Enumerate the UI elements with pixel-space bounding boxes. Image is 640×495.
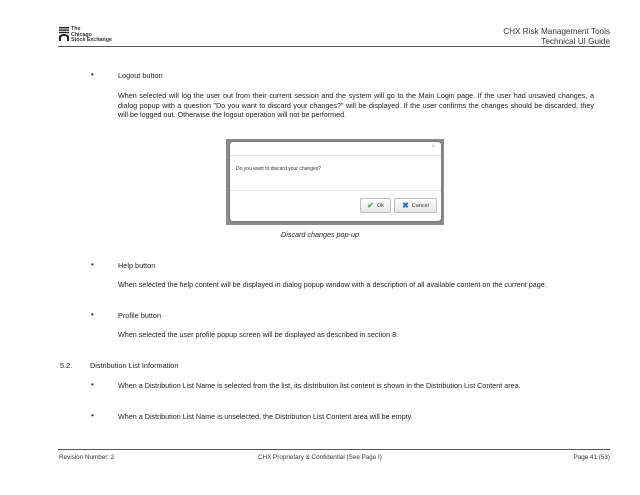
- footer-divider: [58, 449, 610, 450]
- dialog-divider: [230, 155, 441, 156]
- dialog-divider: [230, 190, 441, 191]
- logo-text: The Chicago Stock Exchange: [71, 26, 112, 43]
- ok-button[interactable]: ✔ Ok: [360, 198, 391, 213]
- discard-dialog: [230, 142, 441, 221]
- cancel-button[interactable]: ✖ Cancel: [394, 198, 437, 213]
- page-number: Page 41 (53): [573, 454, 610, 461]
- profile-title: Profile button: [118, 311, 161, 320]
- section-title: Distribution List Information: [90, 361, 179, 370]
- logout-title: Logout button: [118, 71, 163, 80]
- header-title: CHX Risk Management Tools Technical UI Guide: [503, 27, 610, 46]
- bullet-distribution-1: •: [91, 380, 94, 389]
- checkmark-icon: ✔: [367, 201, 374, 210]
- help-title: Help button: [118, 261, 156, 270]
- revision-number: Revision Number: 2: [59, 454, 115, 461]
- profile-description: When selected the user profile popup screen will be displayed as described in section 8.: [118, 330, 399, 339]
- help-description: When selected the help content will be displayed in dialog popup window with a description of all available content on the current page.: [118, 280, 547, 289]
- bullet-logout: •: [91, 70, 94, 79]
- section-number: 5.2.: [60, 361, 73, 370]
- bullet-profile: •: [91, 310, 94, 319]
- logout-description: When selected will log the user out from their current session and the system will go to the Main Login page. If the user had unsaved changes, a dialog popup with a question "Do you want to discard your changes?" will be displayed. If the user confirms the changes should be discarded, they will be logged out. Otherwise the logout operation will not be performed.: [118, 91, 594, 120]
- x-icon: ✖: [402, 201, 409, 210]
- chx-logo-icon: [59, 27, 69, 41]
- confidential-notice: CHX Proprietary & Confidential (See Page I): [258, 454, 382, 461]
- bullet-help: •: [91, 260, 94, 269]
- dialog-message: Do you want to discard your changes?: [236, 166, 322, 172]
- figure-caption: Discard changes pop-up: [281, 230, 359, 239]
- close-icon[interactable]: ×: [431, 144, 435, 150]
- header-divider: [58, 46, 610, 47]
- distribution-text-1: When a Distribution List Name is selected from the list, its distribution list content is shown in the Distribution List Content area.: [118, 381, 521, 390]
- bullet-distribution-2: •: [91, 411, 94, 420]
- distribution-text-2: When a Distribution List Name is unselected, the Distribution List Content area will be empty.: [118, 412, 413, 421]
